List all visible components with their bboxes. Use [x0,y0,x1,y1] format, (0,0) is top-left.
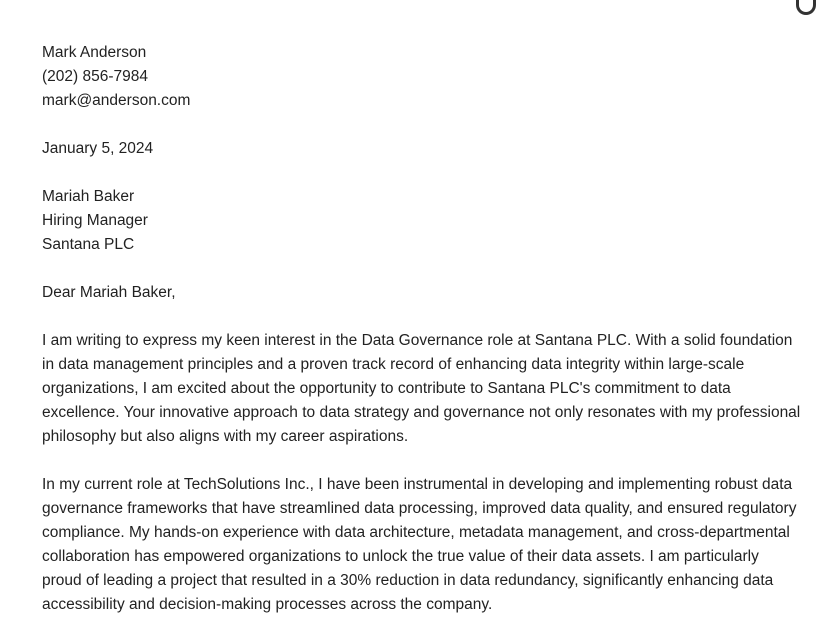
sender-name: Mark Anderson [42,44,147,61]
recipient-name: Mariah Baker [42,188,135,205]
sender-block [42,41,802,113]
sender-email: mark@anderson.com [42,92,191,109]
recipient-block [42,185,802,257]
recipient-title: Hiring Manager [42,212,148,229]
letter-date: January 5, 2024 [42,140,154,157]
partial-icon [796,0,816,15]
body-paragraph: In my current role at TechSolutions Inc., I have been instrumental in developing and implementing robust data governance frameworks that have streamlined data processing, improved data quality, and ensured regulatory compliance. My hands-on experience with data architecture, metadata management, and cross-departmental collaboration has empowered organizations to unlock the true value of their data assets. I am particularly proud of leading a project that resulted in a 30% reduction in data redundancy, significantly enhancing data accessibility and decision-making processes across the company. [42,476,797,613]
body-paragraph: I am writing to express my keen interest in the Data Governance role at Santana PLC. With a solid foundation in data management principles and a proven track record of enhancing data integrity within large-scale organizations, I am excited about the opportunity to contribute to Santana PLC's commitment to data excellence. Your innovative approach to data strategy and governance not only resonates with my professional philosophy but also aligns with my career aspirations. [42,332,801,445]
cover-letter [42,41,802,641]
salutation: Dear Mariah Baker, [42,284,176,301]
sender-phone: (202) 856-7984 [42,68,148,85]
recipient-company: Santana PLC [42,236,135,253]
